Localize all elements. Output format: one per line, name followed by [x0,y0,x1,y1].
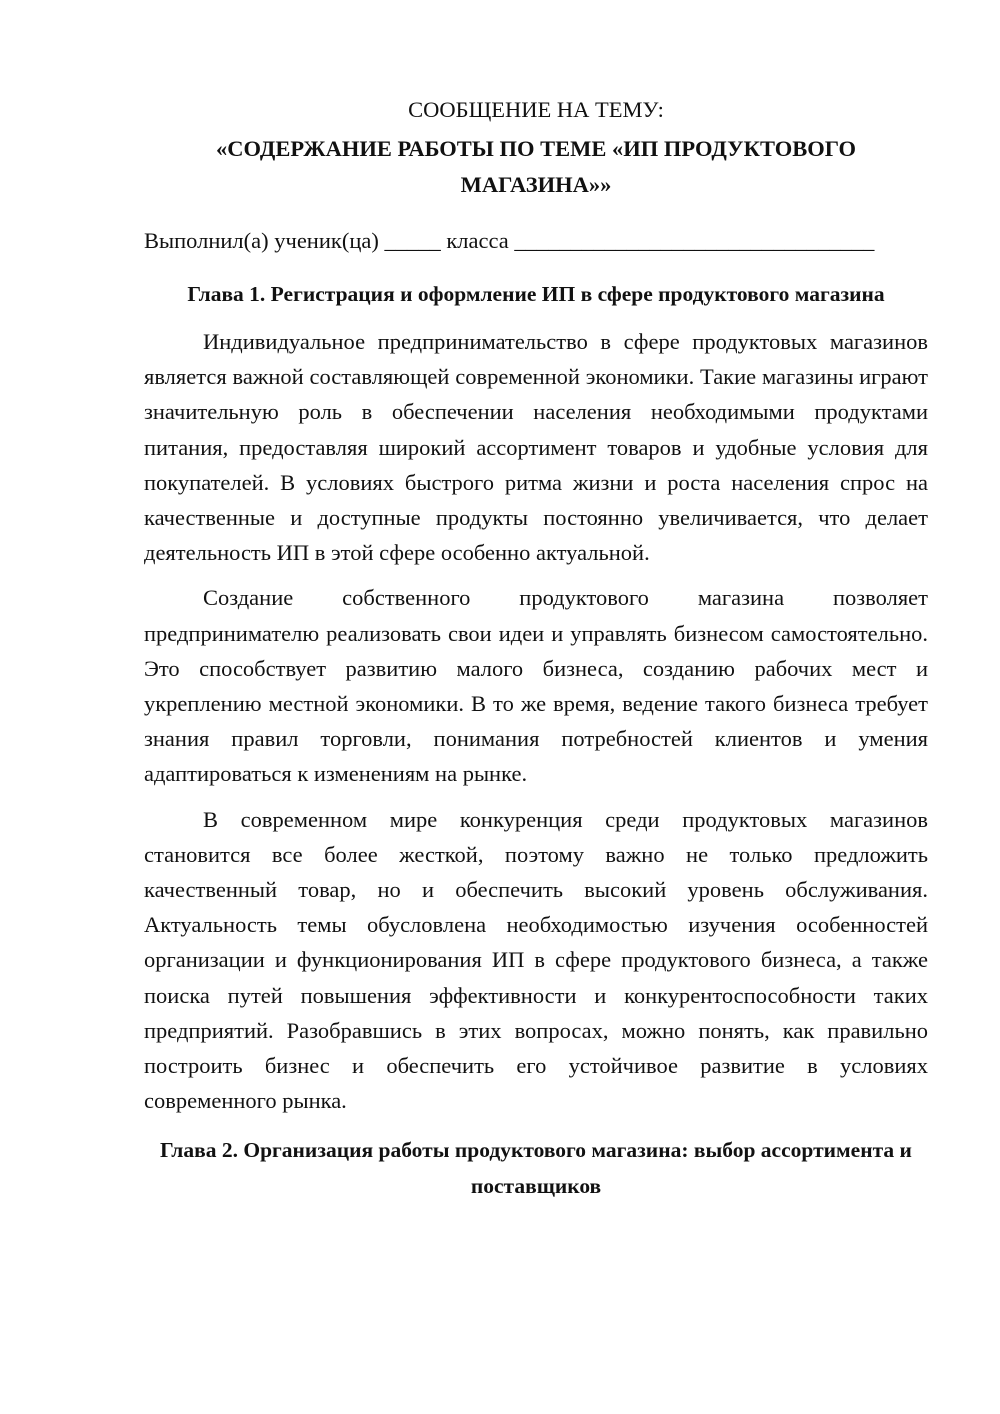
chapter-1-title: Глава 1. Регистрация и оформление ИП в сфере продуктового магазина [187,282,885,306]
document-title: «СОДЕРЖАНИЕ РАБОТЫ ПО ТЕМЕ «ИП ПРОДУКТОВОГО МАГАЗИНА»» [216,136,856,197]
chapter-1-paragraph-1: Индивидуальное предпринимательство в сфере продуктовых магазинов является важной составляющей современной экономики. Такие магазины играют значительную роль в обеспечении населения необходимыми продуктами питания, предоставляя широкий ассортимент товаров и удобные условия для покупателей. В условиях быстрого ритма жизни и роста населения спрос на качественные и доступные продукты постоянно увеличивается, что делает деятельность ИП в этой сфере особенно актуальной. [144,329,928,566]
chapter-1-paragraph-3: В современном мире конкуренция среди продуктовых магазинов становится все более жесткой, поэтому важно не только предложить качественный товар, но и обеспечить высокий уровень обслуживания. Актуальность темы обусловлена необходимостью изучения особенностей организации и функционирования ИП в сфере продуктового бизнеса, а также поиска путей повышения эффективности и конкурентоспособности таких предприятий. Разобравшись в этих вопросах, можно понять, как правильно построить бизнес и обеспечить его устойчивое развитие в условиях современного рынка. [144,806,928,1114]
chapter-1-paragraph-2: Создание собственного продуктового магазина позволяет предпринимателю реализовать свои идеи и управлять бизнесом самостоятельно. Это способствует развитию малого бизнеса, созданию рабочих мест и укреплению местной экономики. В то же время, ведение такого бизнеса требует знания правил торговли, понимания потребностей клиентов и умения адаптироваться к изменениям на рынке. [144,585,928,787]
author-line: Выполнил(а) ученик(ца) _____ класса ________________________________ [144,228,875,253]
document-header-line: СООБЩЕНИЕ НА ТЕМУ: [408,97,664,122]
chapter-2-title: Глава 2. Организация работы продуктового магазина: выбор ассортимента и поставщиков [160,1138,912,1199]
document-page [144,92,928,1204]
